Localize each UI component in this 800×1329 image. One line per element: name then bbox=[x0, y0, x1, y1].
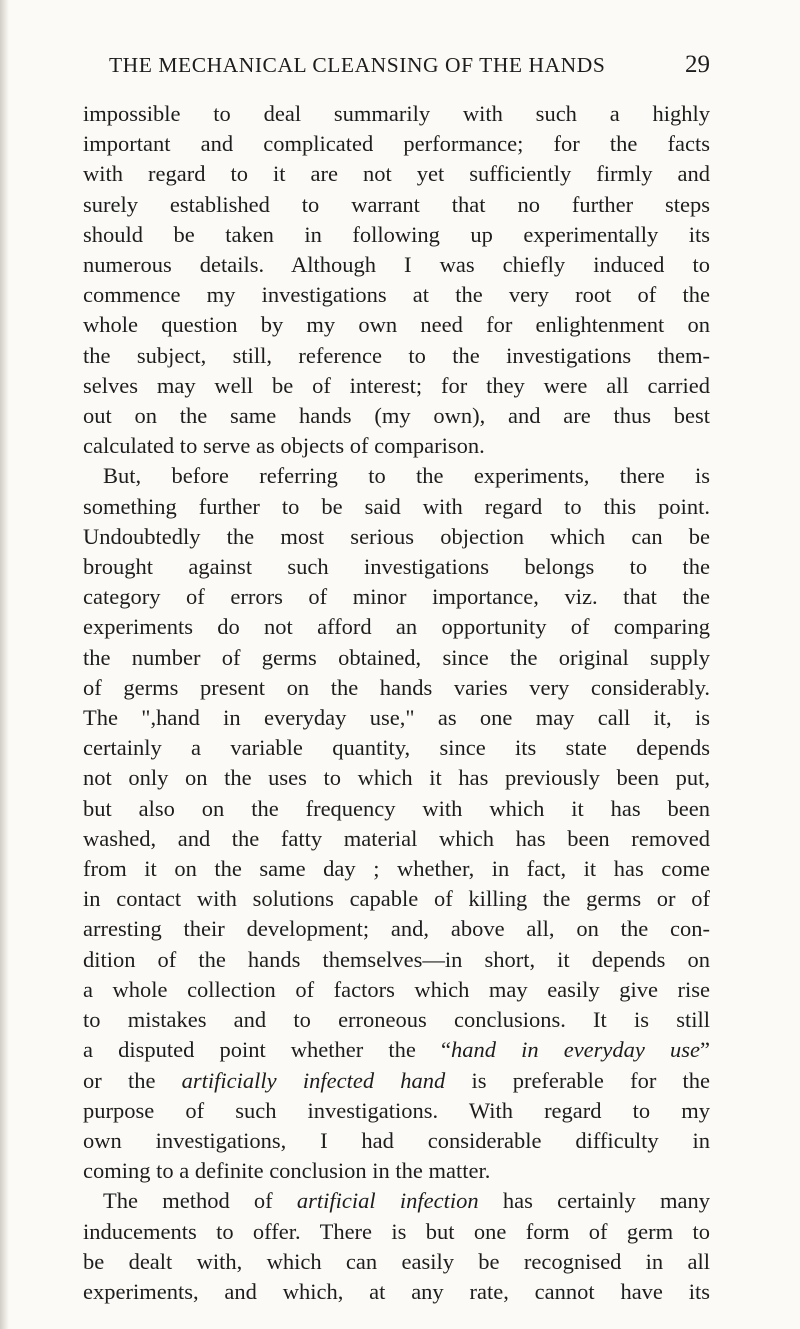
text-line: of germs present on the hands varies very considerably. bbox=[83, 674, 710, 700]
text-line: brought against such investigations belongs to the bbox=[83, 554, 710, 580]
text-line: But, before referring to the experiments, there is bbox=[103, 463, 710, 489]
text-line: surely established to warrant that no further steps bbox=[83, 191, 710, 217]
body-text bbox=[83, 99, 710, 1307]
text-line: certainly a variable quantity, since its state depends bbox=[83, 735, 710, 761]
text-line: purpose of such investigations. With regard to my bbox=[83, 1097, 710, 1123]
text-line: not only on the uses to which it has previously been put, bbox=[83, 765, 710, 791]
text-line: impossible to deal summarily with such a highly bbox=[83, 101, 710, 126]
text-line: but also on the frequency with which it has been bbox=[83, 795, 710, 821]
text-line: important and complicated performance; for the facts bbox=[83, 131, 710, 157]
text-line: dition of the hands themselves—in short, it depends on bbox=[83, 946, 710, 972]
text-line: to mistakes and to erroneous conclusions. It is still bbox=[83, 1007, 710, 1033]
text-line: be dealt with, which can easily be recognised in all bbox=[83, 1248, 710, 1274]
text-line bbox=[83, 1186, 710, 1216]
text-line: arresting their development; and, above all, on the con- bbox=[83, 916, 710, 942]
text-line: inducements to offer. There is but one form of germ to bbox=[83, 1218, 710, 1244]
text-segment: has certainly many bbox=[478, 1188, 711, 1214]
running-title: THE MECHANICAL CLEANSING OF THE HANDS bbox=[109, 53, 606, 77]
text-line: selves may well be of interest; for they were all carried bbox=[83, 372, 710, 398]
text-line: calculated to serve as objects of comparison. bbox=[83, 433, 485, 459]
text-line: in contact with solutions capable of killing the germs or of bbox=[83, 886, 710, 912]
running-header bbox=[109, 48, 710, 82]
text-line: washed, and the fatty material which has been removed bbox=[83, 825, 710, 851]
text-segment: is preferable for the bbox=[445, 1067, 711, 1093]
text-line bbox=[83, 1066, 710, 1096]
text-segment: or the bbox=[83, 1067, 182, 1093]
text-line: should be taken in following up experimentally its bbox=[83, 221, 710, 247]
text-line: from it on the same day ; whether, in fact, it has come bbox=[83, 856, 710, 882]
text-line: a whole collection of factors which may easily give rise bbox=[83, 976, 710, 1002]
text-line: the subject, still, reference to the investigations them- bbox=[83, 342, 710, 368]
text-segment: a disputed point whether the “ bbox=[83, 1037, 451, 1063]
text-line: experiments, and which, at any rate, cannot have its bbox=[83, 1278, 710, 1304]
text-line: the number of germs obtained, since the original supply bbox=[83, 644, 710, 670]
text-line: The ",hand in everyday use," as one may call it, is bbox=[83, 705, 710, 731]
text-line: with regard to it are not yet sufficiently firmly and bbox=[83, 161, 710, 187]
text-line: experiments do not afford an opportunity of comparing bbox=[83, 614, 710, 640]
text-line: own investigations, I had considerable difficulty in bbox=[83, 1127, 710, 1153]
italic-phrase: hand in everyday use bbox=[450, 1037, 700, 1063]
text-line: category of errors of minor importance, viz. that the bbox=[83, 584, 710, 610]
text-line: Undoubtedly the most serious objection which can be bbox=[83, 523, 710, 549]
italic-phrase: artificial infection bbox=[296, 1188, 479, 1214]
text-segment: ” bbox=[700, 1037, 710, 1063]
text-line: whole question by my own need for enlightenment on bbox=[83, 312, 710, 338]
italic-phrase: artificially infected hand bbox=[181, 1067, 446, 1093]
text-line: out on the same hands (my own), and are thus best bbox=[83, 403, 710, 429]
text-line bbox=[83, 1035, 710, 1065]
text-segment: The method of bbox=[103, 1188, 297, 1214]
text-line: coming to a definite conclusion in the matter. bbox=[83, 1158, 491, 1184]
text-line: commence my investigations at the very root of the bbox=[83, 282, 710, 308]
page-number: 29 bbox=[685, 51, 710, 78]
text-line: something further to be said with regard to this point. bbox=[83, 493, 710, 519]
text-line: numerous details. Although I was chiefly induced to bbox=[83, 252, 710, 278]
